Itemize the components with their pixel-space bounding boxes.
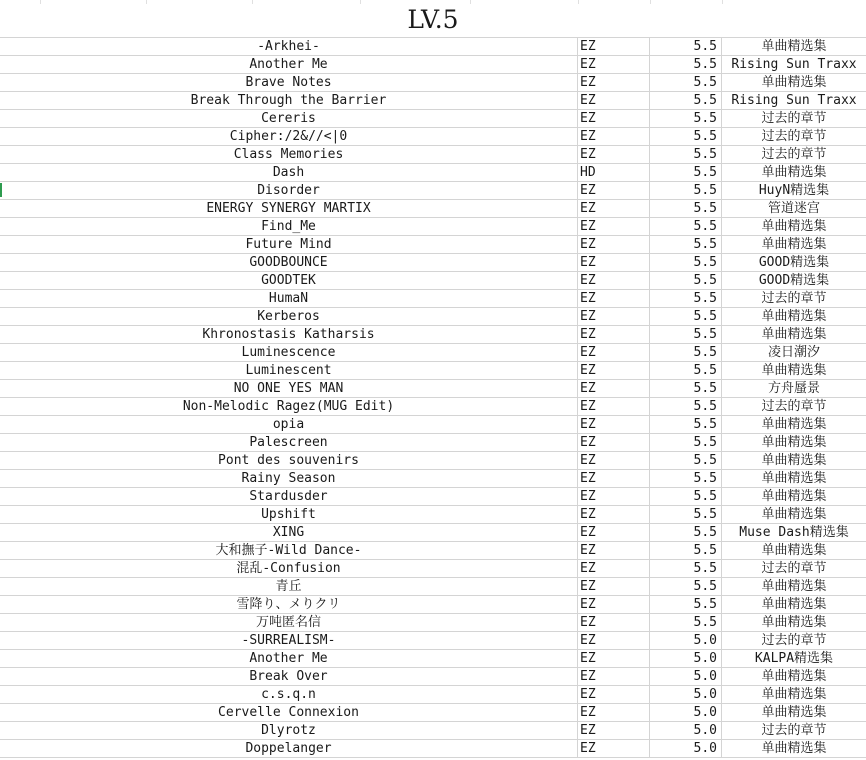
difficulty-cell[interactable]: EZ bbox=[578, 362, 650, 379]
difficulty-cell[interactable]: EZ bbox=[578, 38, 650, 55]
level-cell[interactable]: 5.5 bbox=[650, 110, 722, 127]
difficulty-cell[interactable]: EZ bbox=[578, 632, 650, 649]
table-row bbox=[0, 524, 866, 542]
song-pack-cell[interactable]: 单曲精选集 bbox=[761, 669, 827, 684]
table-row bbox=[0, 92, 866, 110]
song-pack-cell[interactable]: 过去的章节 bbox=[761, 633, 827, 648]
table-row bbox=[0, 272, 866, 290]
table-row bbox=[0, 632, 866, 650]
difficulty-cell[interactable]: EZ bbox=[578, 344, 650, 361]
difficulty-cell[interactable]: EZ bbox=[578, 146, 650, 163]
song-name-cell[interactable]: ENERGY SYNERGY MARTIX bbox=[0, 200, 578, 217]
song-name-cell[interactable]: GOODBOUNCE bbox=[0, 254, 578, 271]
difficulty-cell[interactable]: EZ bbox=[578, 740, 650, 757]
song-name-cell[interactable]: 万吨匿名信 bbox=[0, 614, 578, 631]
song-pack-cell[interactable]: KALPA精选集 bbox=[754, 651, 834, 666]
level-cell[interactable]: 5.5 bbox=[650, 542, 722, 559]
difficulty-cell[interactable]: EZ bbox=[578, 398, 650, 415]
table-row bbox=[0, 74, 866, 92]
table-row bbox=[0, 668, 866, 686]
song-pack-cell[interactable]: 过去的章节 bbox=[761, 111, 827, 126]
difficulty-cell[interactable]: EZ bbox=[578, 488, 650, 505]
table-row bbox=[0, 560, 866, 578]
song-name-cell[interactable]: Khronostasis Katharsis bbox=[0, 326, 578, 343]
table-row bbox=[0, 362, 866, 380]
level-cell[interactable]: 5.5 bbox=[650, 344, 722, 361]
table-row bbox=[0, 344, 866, 362]
difficulty-cell[interactable]: EZ bbox=[578, 704, 650, 721]
difficulty-cell[interactable]: EZ bbox=[578, 92, 650, 109]
song-pack-cell[interactable]: 单曲精选集 bbox=[761, 165, 827, 180]
level-cell[interactable]: 5.5 bbox=[650, 272, 722, 289]
level-cell[interactable]: 5.0 bbox=[650, 740, 722, 757]
sheet-title[interactable]: LV.5 bbox=[407, 5, 459, 34]
song-pack-cell[interactable]: 过去的章节 bbox=[761, 723, 827, 738]
level-cell[interactable]: 5.5 bbox=[650, 200, 722, 217]
difficulty-cell[interactable]: EZ bbox=[578, 128, 650, 145]
song-name-cell[interactable]: Find_Me bbox=[0, 218, 578, 235]
song-pack-cell[interactable]: 单曲精选集 bbox=[761, 453, 827, 468]
difficulty-cell[interactable]: EZ bbox=[578, 506, 650, 523]
difficulty-cell[interactable]: EZ bbox=[578, 272, 650, 289]
table-row bbox=[0, 488, 866, 506]
song-name-cell[interactable]: Another Me bbox=[0, 650, 578, 667]
song-name-cell[interactable]: Non-Melodic Ragez(MUG Edit) bbox=[0, 398, 578, 415]
table-row bbox=[0, 110, 866, 128]
song-name-cell[interactable]: -SURREALISM- bbox=[0, 632, 578, 649]
difficulty-cell[interactable]: EZ bbox=[578, 686, 650, 703]
difficulty-cell[interactable]: EZ bbox=[578, 182, 650, 199]
song-name-cell[interactable]: Palescreen bbox=[0, 434, 578, 451]
level-cell[interactable]: 5.5 bbox=[650, 218, 722, 235]
song-pack-cell[interactable]: 单曲精选集 bbox=[761, 489, 827, 504]
difficulty-cell[interactable]: EZ bbox=[578, 236, 650, 253]
difficulty-cell[interactable]: EZ bbox=[578, 290, 650, 307]
song-pack-cell[interactable]: Muse Dash精选集 bbox=[739, 525, 849, 540]
song-name-cell[interactable]: HumaN bbox=[0, 290, 578, 307]
level-cell[interactable]: 5.5 bbox=[650, 524, 722, 541]
song-name-cell[interactable]: GOODTEK bbox=[0, 272, 578, 289]
level-cell[interactable]: 5.5 bbox=[650, 56, 722, 73]
song-pack-cell[interactable]: GOOD精选集 bbox=[758, 255, 830, 270]
level-cell[interactable]: 5.5 bbox=[650, 92, 722, 109]
table-row bbox=[0, 308, 866, 326]
level-cell[interactable]: 5.0 bbox=[650, 650, 722, 667]
table-row bbox=[0, 326, 866, 344]
song-name-cell[interactable]: opia bbox=[0, 416, 578, 433]
song-name-cell[interactable]: Another Me bbox=[0, 56, 578, 73]
level-cell[interactable]: 5.5 bbox=[650, 416, 722, 433]
difficulty-cell[interactable]: EZ bbox=[578, 200, 650, 217]
difficulty-cell[interactable]: EZ bbox=[578, 614, 650, 631]
song-name-cell[interactable]: XING bbox=[0, 524, 578, 541]
level-cell[interactable]: 5.5 bbox=[650, 74, 722, 91]
song-pack-cell[interactable]: 单曲精选集 bbox=[761, 309, 827, 324]
level-cell[interactable]: 5.0 bbox=[650, 668, 722, 685]
level-cell[interactable]: 5.5 bbox=[650, 362, 722, 379]
song-pack-cell[interactable]: 过去的章节 bbox=[761, 561, 827, 576]
difficulty-cell[interactable]: EZ bbox=[578, 110, 650, 127]
song-name-cell[interactable]: Doppelanger bbox=[0, 740, 578, 757]
table-row bbox=[0, 146, 866, 164]
level-cell[interactable]: 5.5 bbox=[650, 290, 722, 307]
table-row bbox=[0, 254, 866, 272]
song-name-cell[interactable]: 雪降り、メりクリ bbox=[0, 596, 578, 613]
difficulty-cell[interactable]: EZ bbox=[578, 218, 650, 235]
song-pack-cell[interactable]: 单曲精选集 bbox=[761, 597, 827, 612]
song-name-cell[interactable]: Future Mind bbox=[0, 236, 578, 253]
level-cell[interactable]: 5.5 bbox=[650, 380, 722, 397]
difficulty-cell[interactable]: EZ bbox=[578, 470, 650, 487]
difficulty-cell[interactable]: EZ bbox=[578, 524, 650, 541]
difficulty-cell[interactable]: EZ bbox=[578, 416, 650, 433]
song-name-cell[interactable]: Luminescence bbox=[0, 344, 578, 361]
difficulty-cell[interactable]: EZ bbox=[578, 668, 650, 685]
level-cell[interactable]: 5.5 bbox=[650, 398, 722, 415]
song-pack-cell[interactable]: 单曲精选集 bbox=[761, 741, 827, 756]
song-pack-cell[interactable]: 管道迷宫 bbox=[767, 201, 820, 216]
table-row bbox=[0, 200, 866, 218]
level-cell[interactable]: 5.5 bbox=[650, 182, 722, 199]
song-name-cell[interactable]: -Arkhei- bbox=[0, 38, 578, 55]
level-cell[interactable]: 5.0 bbox=[650, 632, 722, 649]
song-name-cell[interactable]: Cipher:/2&//<|0 bbox=[0, 128, 578, 145]
song-name-cell[interactable]: Rainy Season bbox=[0, 470, 578, 487]
song-name-cell[interactable]: c.s.q.n bbox=[0, 686, 578, 703]
song-pack-cell[interactable]: 单曲精选集 bbox=[761, 705, 827, 720]
song-name-cell[interactable]: Upshift bbox=[0, 506, 578, 523]
table-row bbox=[0, 434, 866, 452]
song-pack-cell[interactable]: Rising Sun Traxx bbox=[731, 57, 857, 72]
level-cell[interactable]: 5.5 bbox=[650, 146, 722, 163]
table-row bbox=[0, 164, 866, 182]
song-name-cell[interactable]: Break Over bbox=[0, 668, 578, 685]
title-row[interactable] bbox=[0, 0, 866, 38]
difficulty-cell[interactable]: EZ bbox=[578, 308, 650, 325]
level-cell[interactable]: 5.5 bbox=[650, 38, 722, 55]
difficulty-cell[interactable]: EZ bbox=[578, 326, 650, 343]
song-pack-cell[interactable]: 单曲精选集 bbox=[761, 237, 827, 252]
song-pack-cell[interactable]: 过去的章节 bbox=[761, 399, 827, 414]
song-pack-cell[interactable]: GOOD精选集 bbox=[758, 273, 830, 288]
song-name-cell[interactable]: 混乱-Confusion bbox=[0, 560, 578, 577]
level-cell[interactable]: 5.0 bbox=[650, 704, 722, 721]
difficulty-cell[interactable]: EZ bbox=[578, 380, 650, 397]
song-pack-cell[interactable]: Rising Sun Traxx bbox=[731, 93, 857, 108]
level-cell[interactable]: 5.5 bbox=[650, 236, 722, 253]
song-pack-cell[interactable]: 单曲精选集 bbox=[761, 435, 827, 450]
song-name-cell[interactable]: Kerberos bbox=[0, 308, 578, 325]
table-row bbox=[0, 452, 866, 470]
song-pack-cell[interactable]: 过去的章节 bbox=[761, 147, 827, 162]
song-pack-cell[interactable]: 单曲精选集 bbox=[761, 471, 827, 486]
level-cell[interactable]: 5.5 bbox=[650, 614, 722, 631]
table-row bbox=[0, 686, 866, 704]
difficulty-cell[interactable]: EZ bbox=[578, 650, 650, 667]
difficulty-cell[interactable]: EZ bbox=[578, 254, 650, 271]
table-row bbox=[0, 722, 866, 740]
song-pack-cell[interactable]: 单曲精选集 bbox=[761, 687, 827, 702]
song-name-cell[interactable]: Cervelle Connexion bbox=[0, 704, 578, 721]
table-row bbox=[0, 380, 866, 398]
table-row bbox=[0, 38, 866, 56]
table-row bbox=[0, 416, 866, 434]
level-cell[interactable]: 5.5 bbox=[650, 506, 722, 523]
song-name-cell[interactable]: 大和撫子-Wild Dance- bbox=[0, 542, 578, 559]
level-cell[interactable]: 5.0 bbox=[650, 686, 722, 703]
level-cell[interactable]: 5.5 bbox=[650, 578, 722, 595]
difficulty-cell[interactable]: EZ bbox=[578, 596, 650, 613]
song-pack-cell[interactable]: 单曲精选集 bbox=[761, 579, 827, 594]
song-pack-cell[interactable]: 单曲精选集 bbox=[761, 39, 827, 54]
table-row bbox=[0, 506, 866, 524]
song-name-cell[interactable]: NO ONE YES MAN bbox=[0, 380, 578, 397]
table-row bbox=[0, 614, 866, 632]
table-row bbox=[0, 56, 866, 74]
table-row bbox=[0, 578, 866, 596]
level-cell[interactable]: 5.5 bbox=[650, 434, 722, 451]
table-row bbox=[0, 596, 866, 614]
song-pack-cell[interactable]: 单曲精选集 bbox=[761, 615, 827, 630]
level-cell[interactable]: 5.5 bbox=[650, 470, 722, 487]
song-pack-cell[interactable]: 单曲精选集 bbox=[761, 417, 827, 432]
song-name-cell[interactable]: Brave Notes bbox=[0, 74, 578, 91]
song-pack-cell[interactable]: 单曲精选集 bbox=[761, 363, 827, 378]
level-cell[interactable]: 5.5 bbox=[650, 596, 722, 613]
table-row bbox=[0, 398, 866, 416]
difficulty-cell[interactable]: EZ bbox=[578, 56, 650, 73]
table-row bbox=[0, 236, 866, 254]
song-name-cell[interactable]: Break Through the Barrier bbox=[0, 92, 578, 109]
song-name-cell[interactable]: Cereris bbox=[0, 110, 578, 127]
song-pack-cell[interactable]: 单曲精选集 bbox=[761, 75, 827, 90]
table-row bbox=[0, 704, 866, 722]
table-row bbox=[0, 740, 866, 758]
song-name-cell[interactable]: Pont des souvenirs bbox=[0, 452, 578, 469]
song-pack-cell[interactable]: 单曲精选集 bbox=[761, 219, 827, 234]
difficulty-cell[interactable]: EZ bbox=[578, 74, 650, 91]
song-name-cell[interactable]: Luminescent bbox=[0, 362, 578, 379]
difficulty-cell[interactable]: EZ bbox=[578, 722, 650, 739]
song-name-cell[interactable]: Stardusder bbox=[0, 488, 578, 505]
song-pack-cell[interactable]: 过去的章节 bbox=[761, 129, 827, 144]
song-name-cell[interactable]: Disorder bbox=[0, 182, 578, 199]
table-row bbox=[0, 128, 866, 146]
song-pack-cell[interactable]: 凌日潮汐 bbox=[767, 345, 820, 360]
table-row bbox=[0, 650, 866, 668]
difficulty-cell[interactable]: HD bbox=[578, 164, 650, 181]
song-pack-cell[interactable]: HuyN精选集 bbox=[758, 183, 830, 198]
song-name-cell[interactable]: Dlyrotz bbox=[0, 722, 578, 739]
song-table bbox=[0, 38, 866, 758]
level-cell[interactable]: 5.5 bbox=[650, 128, 722, 145]
difficulty-cell[interactable]: EZ bbox=[578, 560, 650, 577]
level-cell[interactable]: 5.5 bbox=[650, 164, 722, 181]
song-pack-cell[interactable]: 过去的章节 bbox=[761, 291, 827, 306]
level-cell[interactable]: 5.5 bbox=[650, 308, 722, 325]
table-row bbox=[0, 542, 866, 560]
song-name-cell[interactable]: Dash bbox=[0, 164, 578, 181]
level-cell[interactable]: 5.5 bbox=[650, 254, 722, 271]
difficulty-cell[interactable]: EZ bbox=[578, 578, 650, 595]
level-cell[interactable]: 5.5 bbox=[650, 488, 722, 505]
song-pack-cell[interactable]: 单曲精选集 bbox=[761, 543, 827, 558]
table-row bbox=[0, 470, 866, 488]
table-row bbox=[0, 290, 866, 308]
difficulty-cell[interactable]: EZ bbox=[578, 434, 650, 451]
table-row bbox=[0, 182, 866, 200]
song-pack-cell[interactable]: 单曲精选集 bbox=[761, 327, 827, 342]
level-cell[interactable]: 5.5 bbox=[650, 560, 722, 577]
song-pack-cell[interactable]: 单曲精选集 bbox=[761, 507, 827, 522]
level-cell[interactable]: 5.5 bbox=[650, 326, 722, 343]
table-row bbox=[0, 218, 866, 236]
song-pack-cell[interactable]: 方舟蜃景 bbox=[767, 381, 820, 396]
difficulty-cell[interactable]: EZ bbox=[578, 542, 650, 559]
level-cell[interactable]: 5.5 bbox=[650, 452, 722, 469]
song-name-cell[interactable]: Class Memories bbox=[0, 146, 578, 163]
level-cell[interactable]: 5.0 bbox=[650, 722, 722, 739]
song-name-cell[interactable]: 青丘 bbox=[0, 578, 578, 595]
difficulty-cell[interactable]: EZ bbox=[578, 452, 650, 469]
